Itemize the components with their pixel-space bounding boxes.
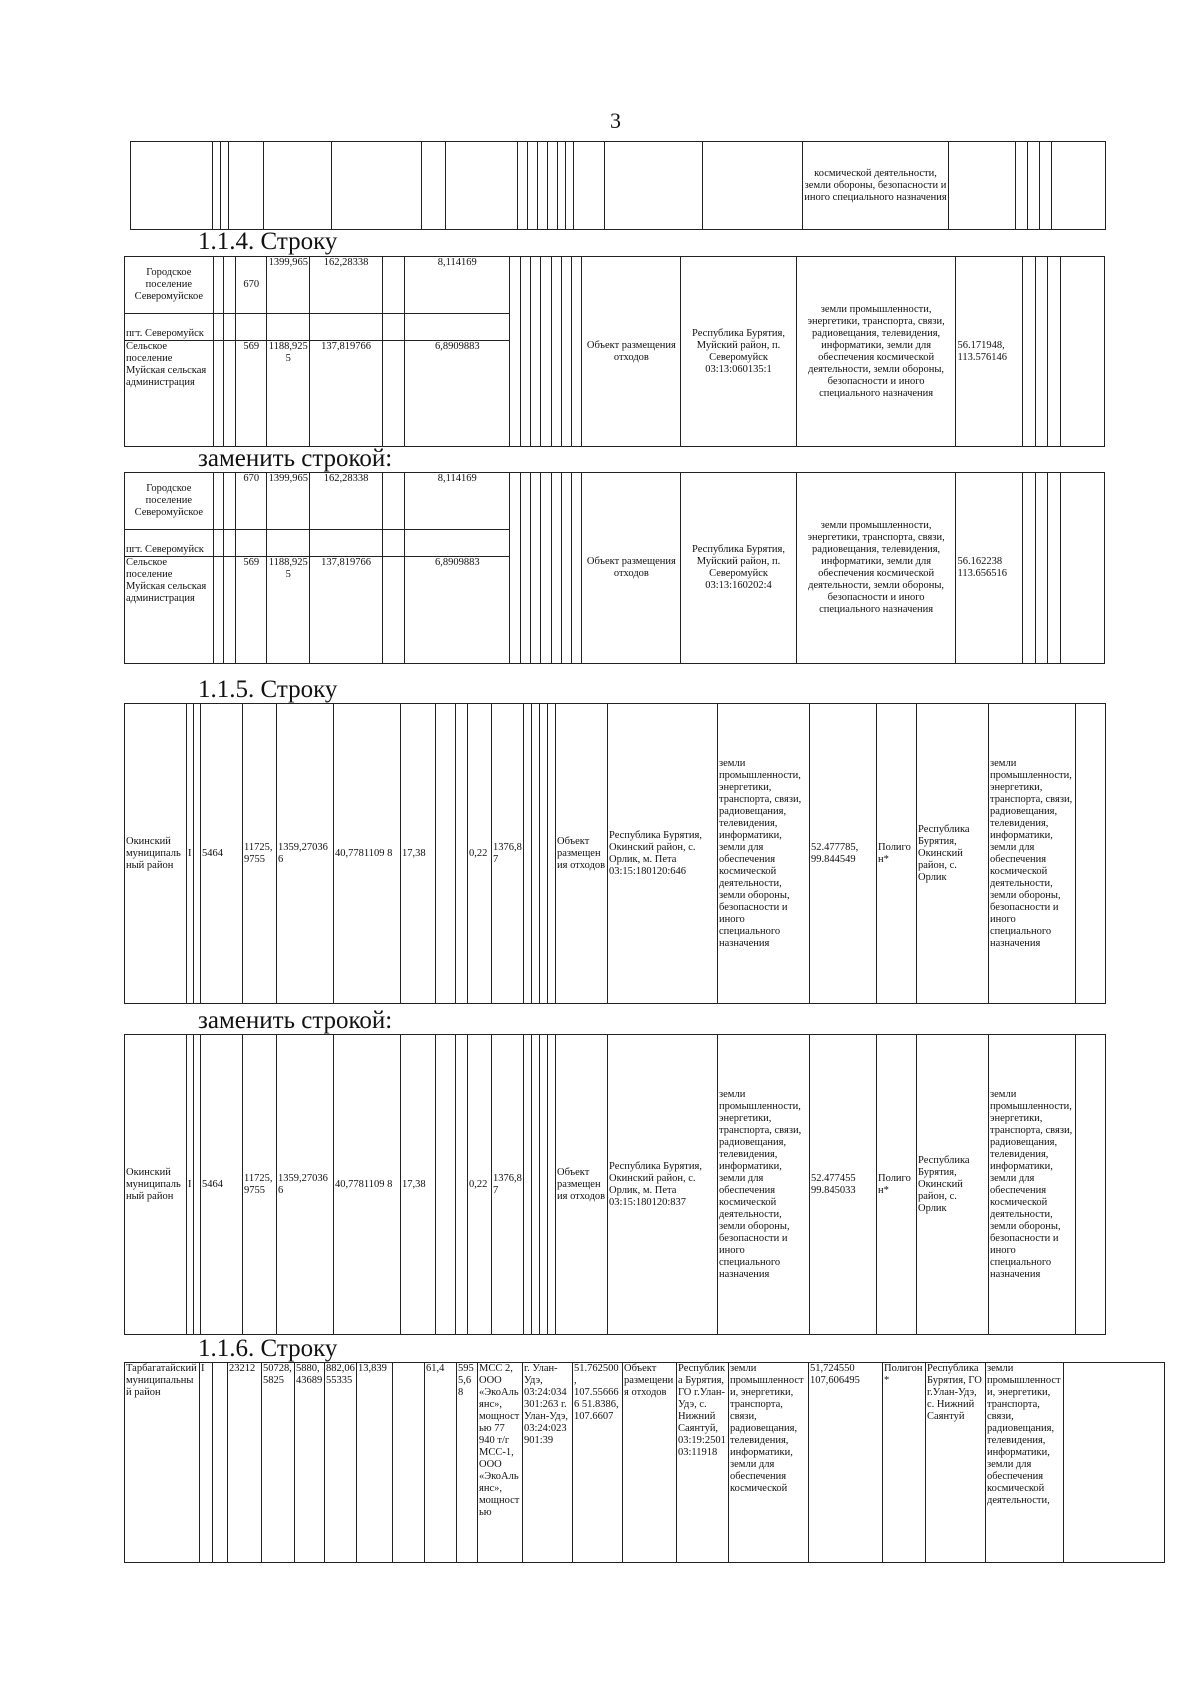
- cell-value: 1399,965: [267, 473, 310, 530]
- cell-value: 5955,68: [457, 1363, 478, 1563]
- land-category: земли промышленности, энергетики, транспорта, связи, радиовещания, телевидения, информатики, земли для обеспечения космической деятельности, земли обороны, безопасности и иного специального назначения: [718, 1035, 810, 1335]
- address: Республика Бурятия, ГО г.Улан-Удэ, с. Нижний Саянтуй, 03:19:250103:11918: [677, 1363, 729, 1563]
- page-number: 3: [610, 108, 621, 133]
- facility-type: Полигон*: [877, 704, 917, 1004]
- cell-value: 5464: [201, 1035, 243, 1335]
- operator-coordinates: 51.762500, 107.556666 51.8386, 107.6607: [573, 1363, 623, 1563]
- location: Республика Бурятия, Окинский район, с. Орлик: [917, 704, 989, 1004]
- cell-value: 50728,5825: [262, 1363, 295, 1563]
- cell-value: I: [187, 704, 194, 1004]
- cell-value: 17,38: [401, 704, 436, 1004]
- table-1-1-6-original: [124, 1362, 1165, 1563]
- row-name: Городское поселение Северомуйское: [125, 257, 214, 314]
- cell-value: 11725,9755: [243, 704, 277, 1004]
- table-1-1-4-replacement: [124, 472, 1105, 664]
- cell-value: 1399,965: [267, 257, 310, 314]
- section-heading-1-1-4: 1.1.4. Строку: [198, 228, 338, 255]
- cell-value: I: [200, 1363, 213, 1563]
- cell-value: 137,819766: [310, 341, 382, 447]
- replace-heading-1-1-4: заменить строкой:: [198, 445, 393, 472]
- land-category: земли промышленности, энергетики, транспорта, связи, радиовещания, телевидения, информатики, земли для обеспечения космической: [729, 1363, 809, 1563]
- address: Республика Бурятия, Окинский район, с. Орлик, м. Пета 03:15:180120:837: [608, 1035, 718, 1335]
- land-category: земли промышленности, энергетики, транспорта, связи, радиовещания, телевидения, информатики, земли для обеспечения космической деятельности, земли обороны, безопасности и иного специального назначения: [718, 704, 810, 1004]
- cell-value: 6,8909883: [405, 557, 510, 664]
- location: Республика Бурятия, ГО г.Улан-Удэ, с. Нижний Саянтуй: [926, 1363, 986, 1563]
- address: Республика Бурятия, Окинский район, с. Орлик, м. Пета 03:15:180120:646: [608, 704, 718, 1004]
- cell-value: 6,8909883: [405, 341, 510, 447]
- cell-value: 8,114169: [405, 473, 510, 530]
- facility-type: Полигон*: [883, 1363, 926, 1563]
- row-name: пгт. Северомуйск: [125, 314, 214, 341]
- cell-value: 1359,270366: [277, 1035, 334, 1335]
- operator-address: г. Улан-Удэ, 03:24:034301:263 г. Улан-Удэ, 03:24:023901:39: [523, 1363, 573, 1563]
- table-1-1-5-original: [124, 703, 1106, 1004]
- cell-value: 5880,43689: [295, 1363, 325, 1563]
- address: Республика Бурятия, Муйский район, п. Северомуйск 03:13:060135:1: [681, 257, 796, 447]
- object-type: Объект размещения отходов: [582, 257, 681, 447]
- table-1-1-4-original: [124, 256, 1105, 447]
- section-heading-1-1-6: 1.1.6. Строку: [198, 1335, 338, 1362]
- row-name: Сельское поселение Муйская сельская администрация: [125, 341, 214, 447]
- cell-value: 569: [236, 557, 267, 664]
- land-category: земли промышленности, энергетики, транспорта, связи, радиовещания, телевидения, информатики, земли для обеспечения космической деятельности, земли обороны, безопасности и иного специального назначения: [796, 257, 956, 447]
- address: Республика Бурятия, Муйский район, п. Северомуйск 03:13:160202:4: [681, 473, 796, 664]
- object-type: Объект размещения отходов: [623, 1363, 677, 1563]
- land-category-2: земли промышленности, энергетики, транспорта, связи, радиовещания, телевидения, информатики, земли для обеспечения космической деятельности, земли обороны, безопасности и иного специального назначения: [989, 1035, 1076, 1335]
- coordinates: 51,724550 107,606495: [809, 1363, 883, 1563]
- section-heading-1-1-5: 1.1.5. Строку: [198, 676, 338, 703]
- cell-value: 1359,270366: [277, 704, 334, 1004]
- object-type: Объект размещения отходов: [556, 704, 608, 1004]
- table-1-1-5-replacement: [124, 1034, 1106, 1335]
- cell-value: 61,4: [425, 1363, 457, 1563]
- row-name: Тарбагатайский муниципальный район: [125, 1363, 200, 1563]
- replace-heading-1-1-5: заменить строкой:: [198, 1007, 393, 1034]
- land-category-2: земли промышленности, энергетики, транспорта, связи, радиовещания, телевидения, информатики, земли для обеспечения космической деятельности,: [986, 1363, 1064, 1563]
- cell-value: 5464: [201, 704, 243, 1004]
- cell-value: 40,7781109 8: [334, 1035, 401, 1335]
- cell-value: 569: [236, 341, 267, 447]
- row-name: Окинский муниципальный район: [125, 704, 187, 1004]
- coordinates: 56.162238 113.656516: [956, 473, 1023, 664]
- cell-value: 1188,9255: [267, 341, 310, 447]
- cell-value: 13,839: [357, 1363, 393, 1563]
- cell-value: 1376,8 7: [492, 1035, 524, 1335]
- cell-value: 8,114169: [405, 257, 510, 314]
- cell-value: 0,22: [468, 704, 492, 1004]
- cell-value: 23212: [228, 1363, 262, 1563]
- cell-value: 0,22: [468, 1035, 492, 1335]
- cell-value: 162,28338: [310, 473, 382, 530]
- cell-value: 137,819766: [310, 557, 382, 664]
- cell-value: 670: [236, 473, 267, 530]
- cell-value: 11725,9755: [243, 1035, 277, 1335]
- row-name: Сельское поселение Муйская сельская администрация: [125, 557, 214, 664]
- coordinates: 56.171948, 113.576146: [956, 257, 1023, 447]
- cell-value: 670: [236, 257, 267, 314]
- row-name: Окинский муниципальный район: [125, 1035, 187, 1335]
- cell-value: 162,28338: [310, 257, 382, 314]
- cell-value: 17,38: [401, 1035, 436, 1335]
- cell-value: 882,0655335: [325, 1363, 357, 1563]
- coordinates: 52.477785, 99.844549: [810, 704, 877, 1004]
- land-category-2: земли промышленности, энергетики, транспорта, связи, радиовещания, телевидения, информатики, земли для обеспечения космической деятельности, земли обороны, безопасности и иного специального назначения: [989, 704, 1076, 1004]
- row-name: пгт. Северомуйск: [125, 530, 214, 557]
- location: Республика Бурятия, Окинский район, с. Орлик: [917, 1035, 989, 1335]
- cell-value: I: [187, 1035, 194, 1335]
- object-type: Объект размещения отходов: [582, 473, 681, 664]
- coordinates: 52.477455 99.845033: [810, 1035, 877, 1335]
- cell-value: 40,7781109 8: [334, 704, 401, 1004]
- facility-type: Полигон*: [877, 1035, 917, 1335]
- object-type: Объект размещения отходов: [556, 1035, 608, 1335]
- category-text: космической деятельности, земли обороны, безопасности и иного специального назначения: [803, 142, 949, 230]
- top-fragment-table: [130, 141, 1106, 230]
- row-name: Городское поселение Северомуйское: [125, 473, 214, 530]
- cell-value: 1188,9255: [267, 557, 310, 664]
- land-category: земли промышленности, энергетики, транспорта, связи, радиовещания, телевидения, информатики, земли для обеспечения космической деятельности, земли обороны, безопасности и иного специального назначения: [796, 473, 956, 664]
- operator: МСС 2, ООО «ЭкоАльянс», мощностью 77 940 т/г МСС-1, ООО «ЭкоАльянс», мощностью: [478, 1363, 523, 1563]
- cell-value: 1376,8 7: [492, 704, 524, 1004]
